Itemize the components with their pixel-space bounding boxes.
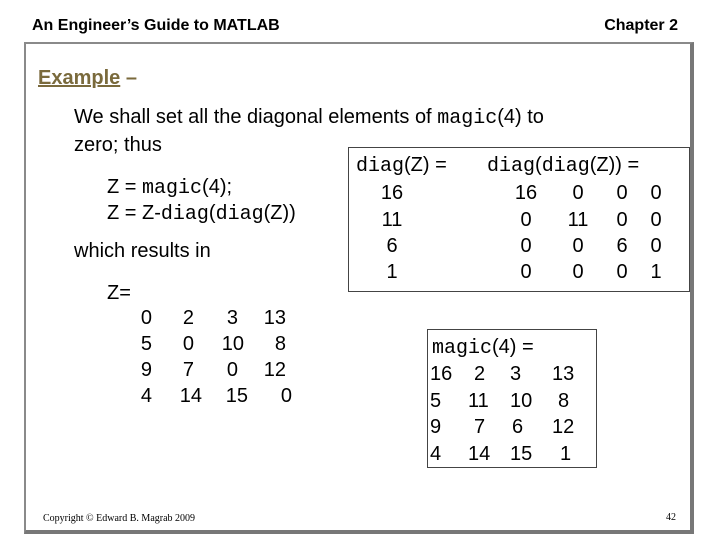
matrix-cell: 16 [514, 182, 538, 204]
z-label: Z= [107, 282, 131, 304]
diag-heading [356, 154, 447, 178]
matrix-cell: 11 [468, 390, 489, 412]
diag-diag-heading [487, 154, 639, 178]
vector-cell: 16 [380, 182, 404, 204]
diag-diag-heading-rest: (Z)) = [589, 154, 640, 176]
matrix-cell: 7 [182, 359, 194, 381]
example-word: Example [38, 67, 121, 89]
matrix-cell: 0 [226, 359, 238, 381]
magic-heading-func: magic [432, 337, 493, 360]
matrix-cell: 13 [552, 363, 575, 385]
matrix-cell: 2 [182, 307, 194, 329]
matrix-cell: 0 [650, 182, 662, 204]
matrix-cell: 0 [572, 235, 584, 257]
code-line-2-func-2: diag [215, 203, 264, 226]
matrix-cell: 4 [430, 443, 442, 465]
matrix-cell: 5 [430, 390, 442, 412]
matrix-cell: 0 [650, 235, 662, 257]
intro-line-1 [74, 106, 544, 130]
matrix-cell: 10 [221, 333, 244, 355]
matrix-cell: 10 [510, 390, 533, 412]
matrix-cell: 0 [572, 261, 584, 283]
matrix-cell: 0 [520, 209, 532, 231]
matrix-cell: 14 [179, 385, 202, 407]
matrix-cell: 13 [263, 307, 286, 329]
matrix-cell: 15 [510, 443, 533, 465]
diag-heading-func: diag [356, 155, 405, 178]
matrix-cell: 0 [140, 307, 152, 329]
matrix-cell: 14 [468, 443, 491, 465]
chapter-label: Chapter 2 [604, 17, 678, 34]
code-line-2 [107, 202, 296, 226]
matrix-cell: 1 [650, 261, 662, 283]
code-line-1 [107, 176, 232, 200]
book-title: An Engineer’s Guide to MATLAB [32, 17, 280, 34]
matrix-cell: 8 [558, 390, 570, 412]
matrix-cell: 0 [520, 235, 532, 257]
matrix-cell: 6 [512, 416, 524, 438]
matrix-cell: 9 [430, 416, 442, 438]
page-number: 42 [666, 512, 676, 523]
vector-cell: 1 [386, 261, 398, 283]
diag-diag-heading-func-2: diag [541, 155, 590, 178]
matrix-cell: 11 [567, 209, 589, 231]
copyright-notice: Copyright © Edward B. Magrab 2009 [43, 513, 196, 524]
matrix-cell: 9 [140, 359, 152, 381]
diag-diag-heading-paren: ( [535, 154, 542, 176]
code-line-2-suffix: (Z)) [263, 202, 296, 224]
code-line-2-prefix: Z = Z- [107, 202, 161, 224]
example-dash: – [120, 67, 137, 89]
matrix-cell: 16 [430, 363, 453, 385]
vector-cell: 11 [381, 209, 403, 231]
matrix-cell: 5 [140, 333, 152, 355]
code-line-1-func: magic [142, 177, 203, 200]
matrix-cell: 6 [616, 235, 628, 257]
matrix-cell: 4 [140, 385, 152, 407]
matrix-cell: 0 [616, 261, 628, 283]
intro-line-1-text: We shall set all the diagonal elements of [74, 106, 438, 128]
matrix-cell: 0 [650, 209, 662, 231]
matrix-cell: 7 [474, 416, 486, 438]
intro-line-2: zero; thus [74, 134, 162, 156]
matrix-cell: 0 [616, 209, 628, 231]
magic-heading [432, 336, 534, 360]
diag-heading-rest: (Z) = [404, 154, 447, 176]
matrix-cell: 12 [552, 416, 575, 438]
matrix-cell: 0 [520, 261, 532, 283]
matrix-cell: 12 [263, 359, 286, 381]
matrix-cell: 2 [474, 363, 486, 385]
matrix-cell: 0 [182, 333, 194, 355]
intro-line-1-code: magic [437, 107, 498, 130]
code-line-1-prefix: Z = [107, 176, 143, 198]
results-label: which results in [74, 240, 211, 262]
code-line-1-suffix: (4); [202, 176, 233, 198]
code-line-2-paren: ( [208, 202, 216, 224]
matrix-cell: 0 [616, 182, 628, 204]
vector-cell: 6 [386, 235, 398, 257]
example-title [38, 67, 137, 90]
matrix-cell: 3 [226, 307, 238, 329]
matrix-cell: 1 [560, 443, 572, 465]
matrix-cell: 8 [274, 333, 286, 355]
intro-line-1-tail: (4) to [497, 106, 544, 128]
matrix-cell: 0 [572, 182, 584, 204]
matrix-cell: 0 [280, 385, 292, 407]
magic-heading-rest: (4) = [492, 336, 534, 358]
matrix-cell: 15 [225, 385, 248, 407]
matrix-cell: 3 [510, 363, 522, 385]
code-line-2-func-1: diag [160, 203, 209, 226]
diag-diag-heading-func-1: diag [487, 155, 536, 178]
